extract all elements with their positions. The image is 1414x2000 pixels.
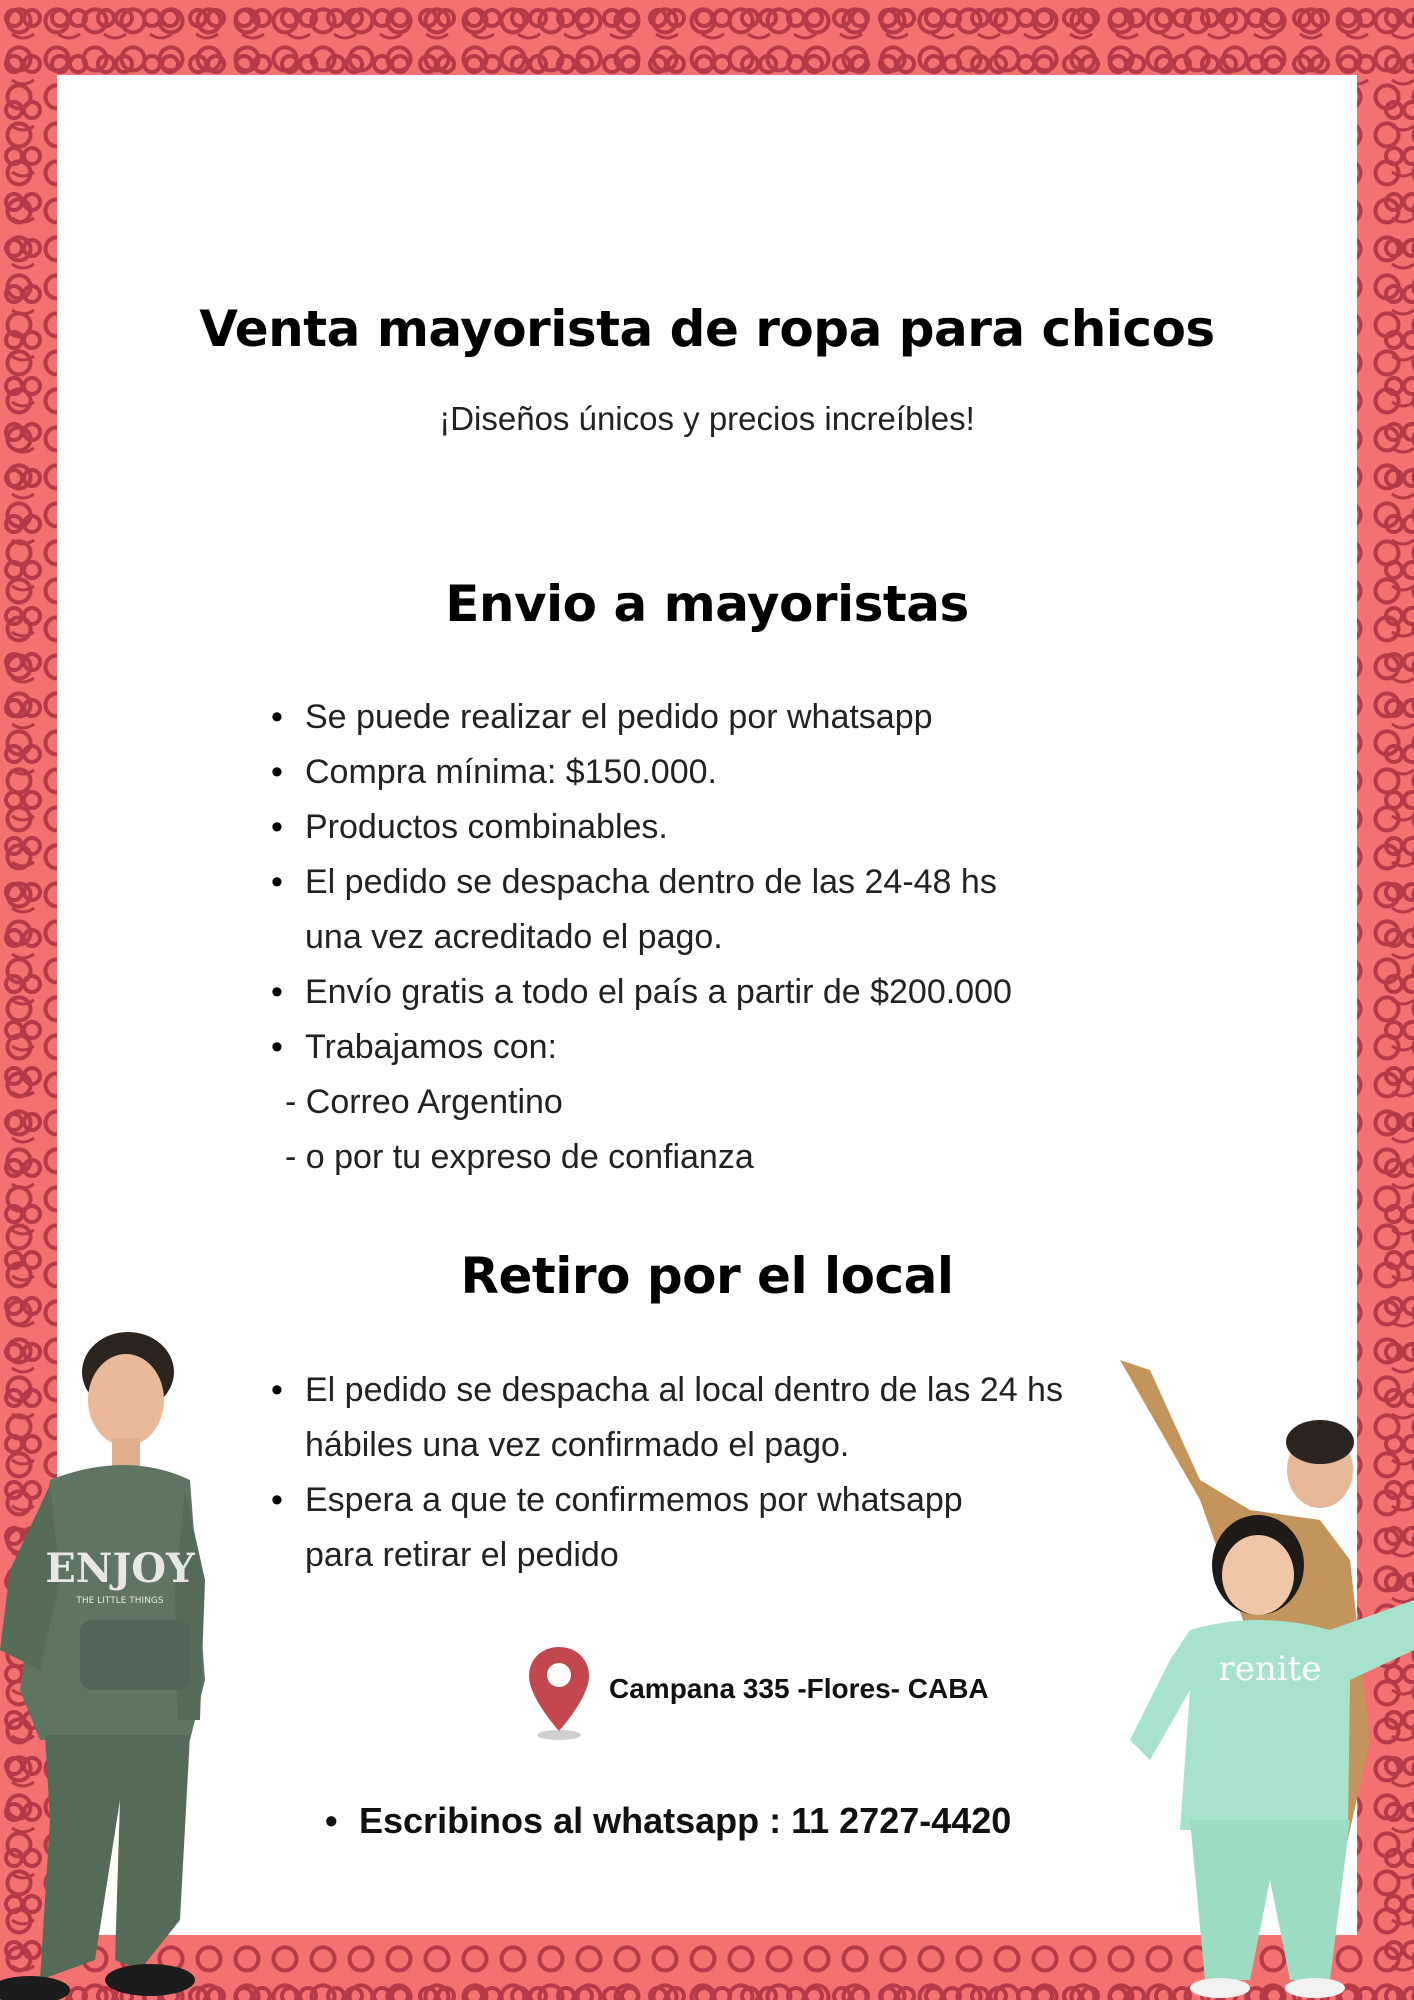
children-right-illustration (1120, 1360, 1414, 2000)
list-item: para retirar el pedido (305, 1536, 619, 1574)
page-title: Venta mayorista de ropa para chicos (199, 300, 1215, 358)
envio-list (285, 690, 1205, 1185)
retiro-heading: Retiro por el local (460, 1247, 954, 1305)
hoodie-text: ENJOY (45, 1545, 195, 1592)
list-item: • El pedido se despacha al local dentro de las 24 hs (305, 1363, 1205, 1418)
list-item: - o por tu expreso de confianza (285, 1138, 754, 1176)
list-item: • Compra mínima: $150.000. (305, 745, 1205, 800)
list-item: • El pedido se despacha dentro de las 24-48 hs (305, 855, 1205, 910)
list-item: • Trabajamos con: (305, 1020, 1205, 1075)
list-item: • Productos combinables. (305, 800, 1205, 855)
whatsapp-text: Escribinos al whatsapp : 11 2727-4420 (359, 1800, 1012, 1841)
page-subtitle: ¡Diseños únicos y precios increíbles! (439, 400, 975, 437)
address-text: Campana 335 -Flores- CABA (609, 1672, 989, 1704)
bullet-icon: • (325, 1800, 338, 1841)
list-item: una vez acreditado el pago. (305, 918, 723, 956)
child-left-illustration (0, 1320, 210, 2000)
list-item: • Envío gratis a todo el país a partir de $200.000 (305, 965, 1205, 1020)
whatsapp-contact (325, 1800, 1011, 1842)
list-item: • Espera a que te confirmemos por whatsapp (305, 1473, 1205, 1528)
location-pin-icon (525, 1643, 595, 1743)
hoodie-subtext: THE LITTLE THINGS (76, 1596, 164, 1606)
list-item: hábiles una vez confirmado el pago. (305, 1426, 850, 1464)
list-item: • Se puede realizar el pedido por whatsapp (305, 690, 1205, 745)
retiro-list (305, 1363, 1205, 1583)
list-item: - Correo Argentino (285, 1083, 563, 1121)
envio-heading: Envio a mayoristas (445, 575, 969, 633)
address-block (525, 1640, 989, 1745)
hoodie-text: renite (1218, 1649, 1322, 1689)
